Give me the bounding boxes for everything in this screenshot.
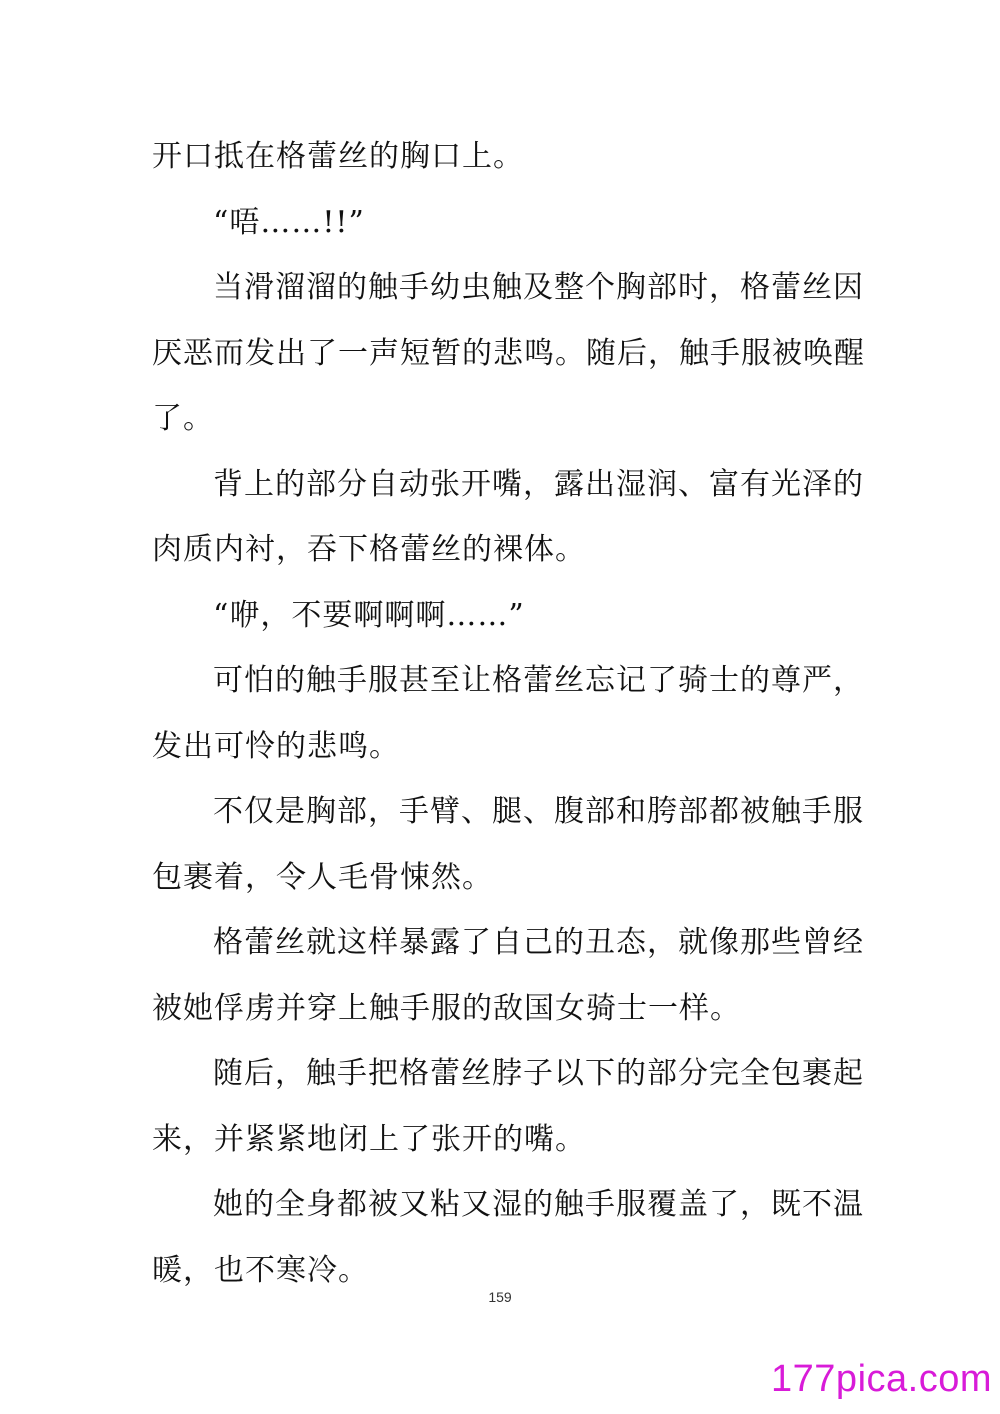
text-line: “唔……!!”: [213, 204, 365, 240]
text-line: 她的全身都被又粘又湿的触手服覆盖了，既不温: [213, 1187, 864, 1222]
watermark-text: 177pica.com: [771, 1358, 992, 1400]
text-line: 被她俘虏并穿上触手服的敌国女骑士一样。: [152, 990, 741, 1026]
text-line: 暖，也不寒冷。: [152, 1252, 369, 1288]
text-line: 发出可怜的悲鸣。: [152, 728, 400, 764]
text-line: 开口抵在格蕾丝的胸口上。: [152, 139, 524, 174]
text-line: 肉质内衬，吞下格蕾丝的裸体。: [152, 532, 586, 567]
text-line: 随后，触手把格蕾丝脖子以下的部分完全包裹起: [213, 1056, 864, 1091]
text-line: 不仅是胸部，手臂、腿、腹部和胯部都被触手服: [213, 794, 864, 829]
text-line: 包裹着，令人毛骨悚然。: [152, 859, 493, 895]
text-line: “咿，不要啊啊啊……”: [213, 597, 525, 633]
page-number: 159: [488, 1289, 512, 1305]
text-line: 可怕的触手服甚至让格蕾丝忘记了骑士的尊严，: [213, 663, 864, 698]
text-line: 厌恶而发出了一声短暂的悲鸣。随后，触手服被唤醒: [152, 335, 865, 371]
text-line: 了。: [152, 401, 214, 436]
text-line: 当滑溜溜的触手幼虫触及整个胸部时，格蕾丝因: [213, 270, 864, 305]
body-text: [152, 124, 865, 1303]
text-line: 背上的部分自动张开嘴，露出湿润、富有光泽的: [213, 466, 864, 502]
text-line: 格蕾丝就这样暴露了自己的丑态，就像那些曾经: [213, 925, 864, 960]
text-line: 来，并紧紧地闭上了张开的嘴。: [152, 1121, 586, 1157]
